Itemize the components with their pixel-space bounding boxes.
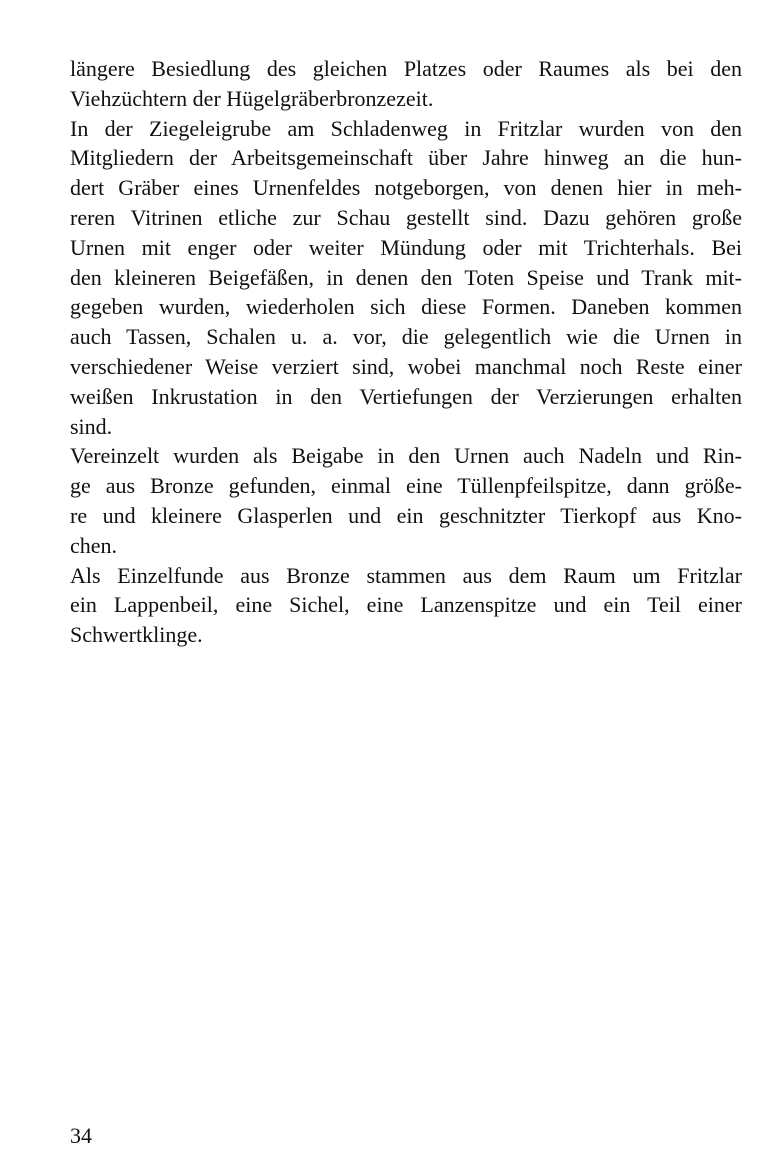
- text-line: verschiedener Weise verziert sind, wobei manchmal noch Reste einer: [70, 353, 742, 379]
- text-line: ge aus Bronze gefunden, einmal eine Tüllenpfeilspitze, dann größe-: [70, 473, 742, 499]
- text-line: auch Tassen, Schalen u. a. vor, die gelegentlich wie die Urnen in: [70, 324, 742, 350]
- text-line: gegeben wurden, wiederholen sich diese Formen. Daneben kommen: [70, 294, 742, 320]
- text-line: dert Gräber eines Urnenfeldes notgeborgen, von denen hier in meh-: [70, 175, 742, 201]
- text-line: ein Lappenbeil, eine Sichel, eine Lanzenspitze und ein Teil einer: [70, 592, 742, 618]
- text-line: In der Ziegeleigrube am Schladenweg in Fritzlar wurden von den: [70, 115, 742, 141]
- text-line: den kleineren Beigefäßen, in denen den Toten Speise und Trank mit-: [70, 264, 742, 290]
- text-line: chen.: [70, 532, 118, 558]
- text-line: weißen Inkrustation in den Vertiefungen der Verzierungen erhalten: [70, 383, 742, 409]
- text-line: re und kleinere Glasperlen und ein geschnitzter Tierkopf aus Kno-: [70, 502, 742, 528]
- text-line: Mitgliedern der Arbeitsgemeinschaft über Jahre hinweg an die hun-: [70, 145, 742, 171]
- page-number: 34: [70, 1123, 92, 1148]
- text-line: Viehzüchtern der Hügelgräberbronzezeit.: [70, 85, 434, 111]
- text-line: Urnen mit enger oder weiter Mündung oder mit Trichterhals. Bei: [70, 234, 742, 260]
- text-line: Schwertklinge.: [70, 622, 203, 648]
- text-line: sind.: [70, 413, 113, 439]
- text-line: reren Vitrinen etliche zur Schau gestellt sind. Dazu gehören große: [70, 204, 742, 230]
- body-text: [70, 54, 742, 650]
- text-line: Als Einzelfunde aus Bronze stammen aus dem Raum um Fritzlar: [70, 562, 742, 588]
- text-line: längere Besiedlung des gleichen Platzes oder Raumes als bei den: [70, 56, 742, 81]
- text-line: Vereinzelt wurden als Beigabe in den Urnen auch Nadeln und Rin-: [70, 443, 742, 469]
